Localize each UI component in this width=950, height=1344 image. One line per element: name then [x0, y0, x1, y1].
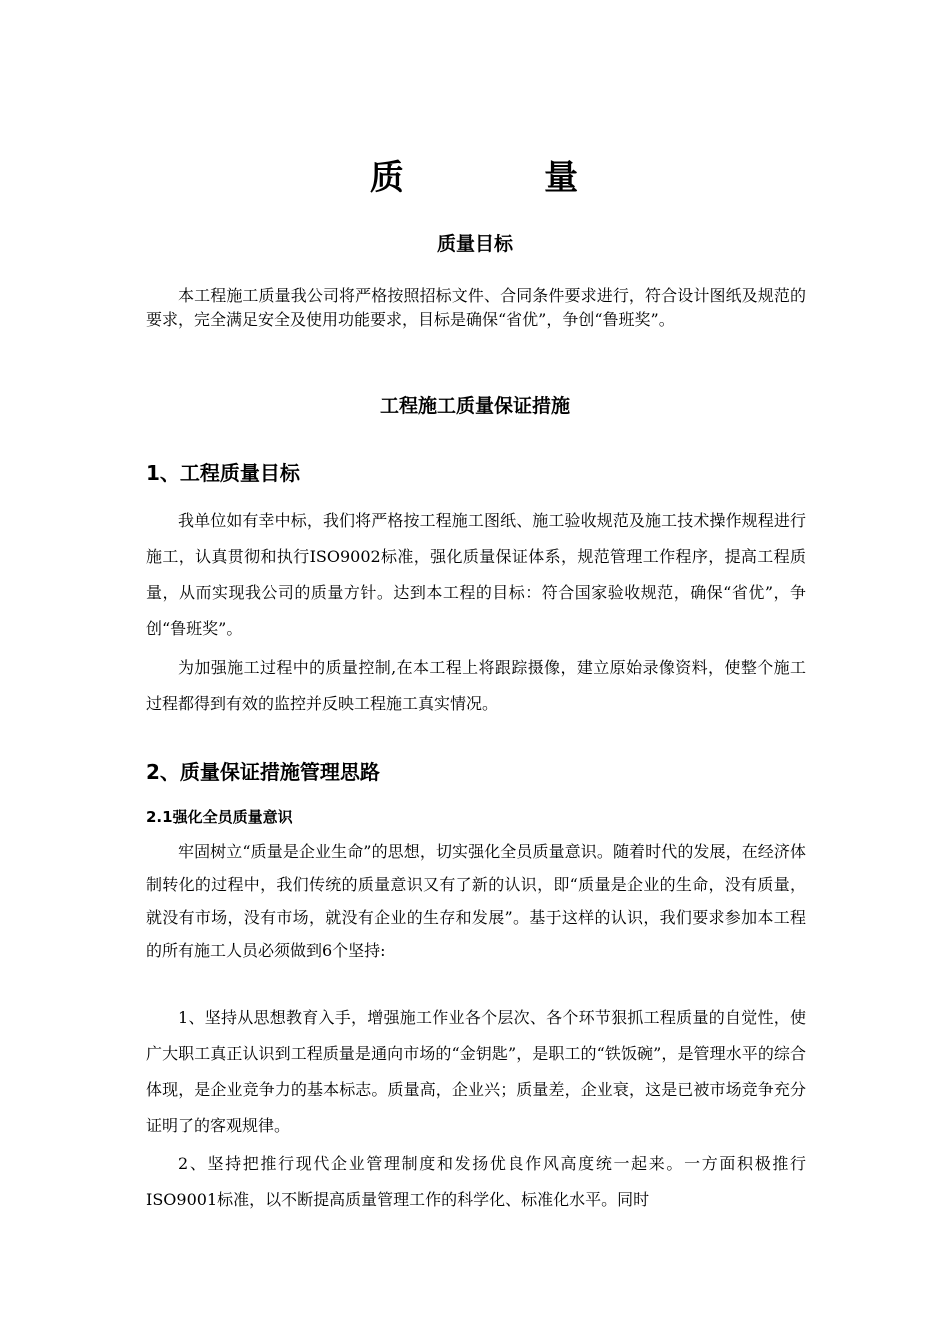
- subsection-2-1-paragraph-1: 牢固树立“质量是企业生命”的思想，切实强化全员质量意识。随着时代的发展，在经济体制转化的过程中，我们传统的质量意识又有了新的认识，即“质量是企业的生命，没有质量，就没有市场，没有市场，就没有企业的生存和发展”。基于这样的认识，我们要求参加本工程的所有施工人员必须做到6个坚持:: [146, 842, 806, 960]
- subsection-2-1-paragraph-3: 2、坚持把推行现代企业管理制度和发扬优良作风高度统一起来。一方面积极推行ISO9001标准，以不断提高质量管理工作的科学化、标准化水平。同时: [146, 1154, 806, 1209]
- subsection-2-1-paragraph-2: 1、坚持从思想教育入手，增强施工作业各个层次、各个环节狠抓工程质量的自觉性，使广大职工真正认识到工程质量是通向市场的“金钥匙”，是职工的“铁饭碗”，是管理水平的综合体现，是企业竞争力的基本标志。质量高，企业兴；质量差，企业衰，这是已被市场竞争充分证明了的客观规律。: [146, 1008, 806, 1135]
- subsection-2-1-heading: 2.1强化全员质量意识: [146, 808, 293, 826]
- section-1-paragraph-2: 为加强施工过程中的质量控制,在本工程上将跟踪摄像，建立原始录像资料，使整个施工过程都得到有效的监控并反映工程施工真实情况。: [146, 658, 806, 713]
- section-1-heading: 1、工程质量目标: [146, 461, 300, 485]
- document-title: 质 量: [369, 158, 581, 198]
- measures-heading: 工程施工质量保证措施: [379, 395, 570, 417]
- quality-goal-heading: 质量目标: [436, 233, 513, 255]
- section-1-paragraph-1: 我单位如有幸中标，我们将严格按工程施工图纸、施工验收规范及施工技术操作规程进行施工，认真贯彻和执行ISO9002标准，强化质量保证体系，规范管理工作程序，提高工程质量，从而实现我公司的质量方针。达到本工程的目标：符合国家验收规范，确保“省优”，争创“鲁班奖”。: [146, 511, 806, 638]
- quality-goal-paragraph: 本工程施工质量我公司将严格按照招标文件、合同条件要求进行，符合设计图纸及规范的要求，完全满足安全及使用功能要求，目标是确保“省优”，争创“鲁班奖”。: [146, 286, 806, 329]
- section-2-heading: 2、质量保证措施管理思路: [146, 760, 380, 784]
